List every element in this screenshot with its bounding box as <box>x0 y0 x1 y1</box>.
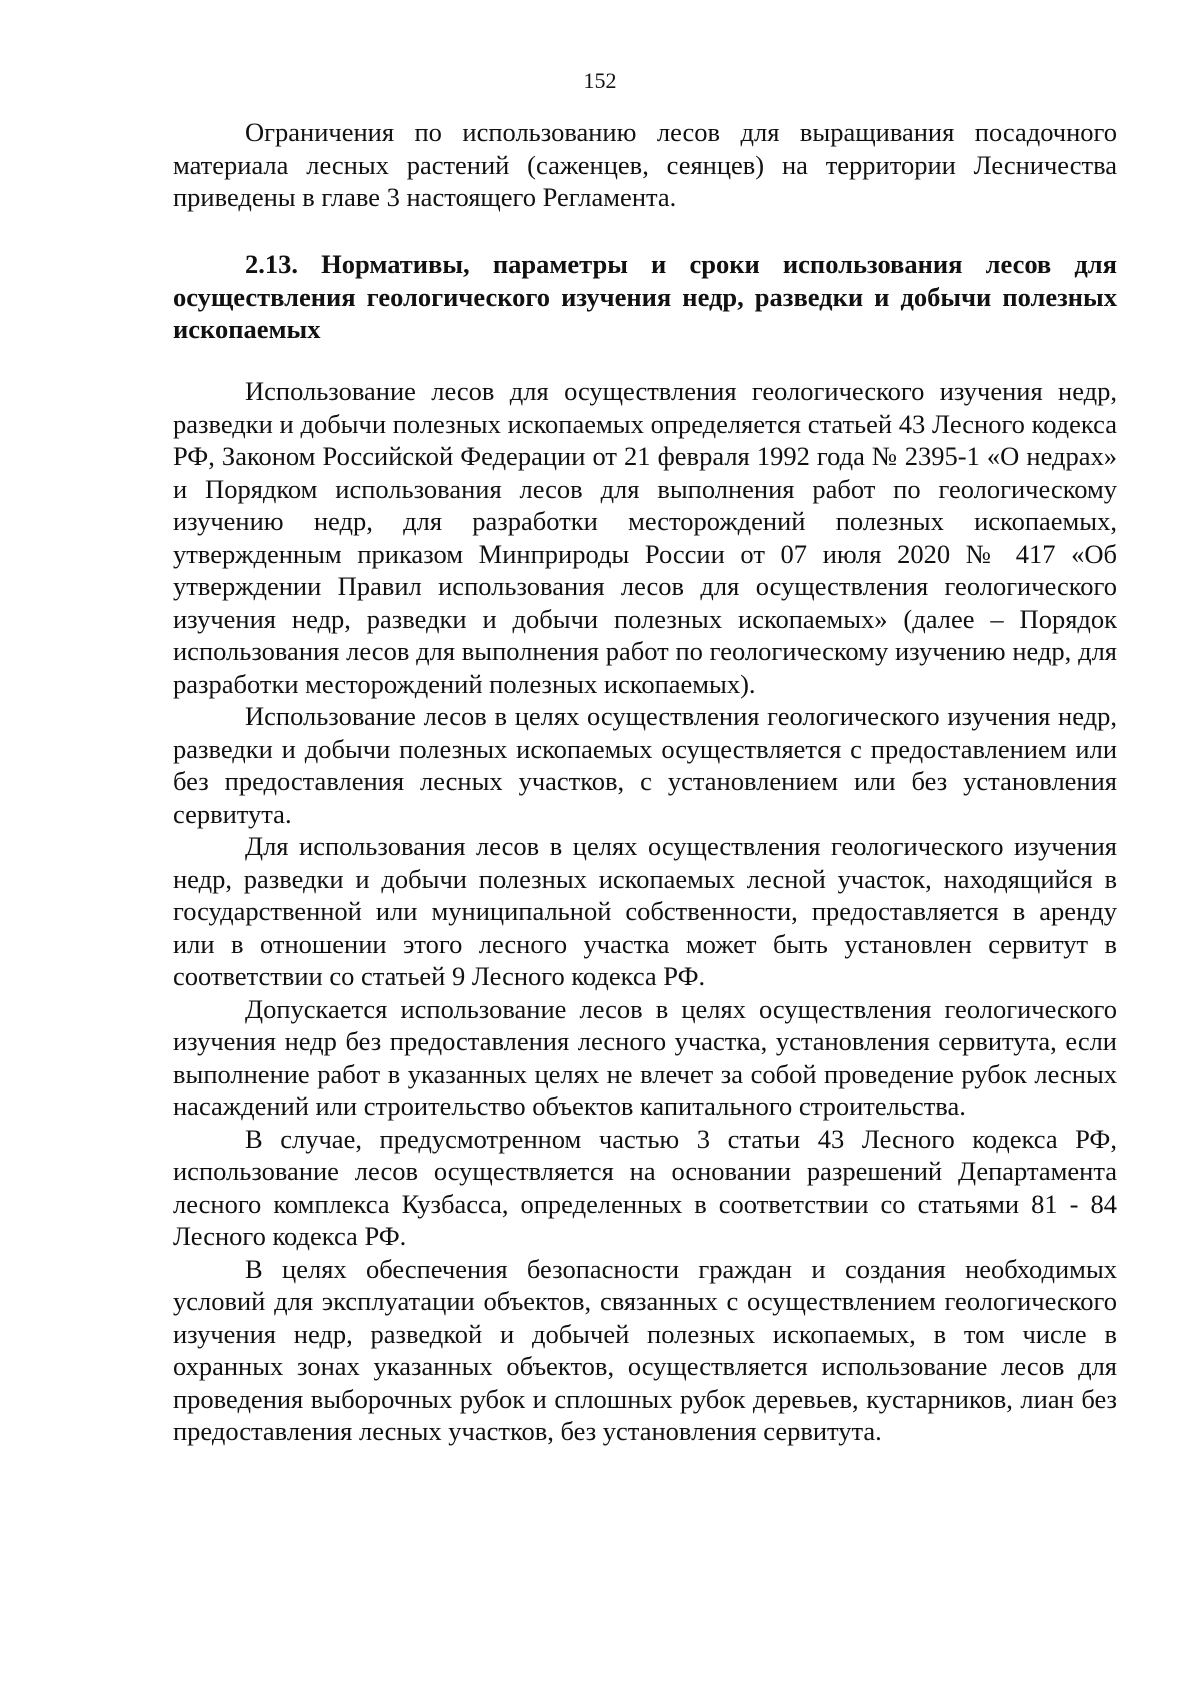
section-heading: 2.13. Нормативы, параметры и сроки использования лесов для осуществления геологического изучения недр, разведки и добычи полезных ископаемых <box>173 249 1117 344</box>
page-number: 152 <box>583 68 617 93</box>
intro-paragraph: Ограничения по использованию лесов для выращивания посадочного материала лесных растений (саженцев, сеянцев) на территории Лесничества приведены в главе 3 настоящего Регламента. <box>173 117 1117 212</box>
body-paragraph-4: Допускается использование лесов в целях осуществления геологического изучения недр без предоставления лесного участка, установления сервитута, если выполнение работ в указанных целях не влечет за собой проведение рубок лесных насаждений или строительство объектов капитального строительства. <box>173 993 1117 1121</box>
body-paragraph-5: В случае, предусмотренном частью 3 статьи 43 Лесного кодекса РФ, использование лесов осуществляется на основании разрешений Департамента лесного комплекса Кузбасса, определенных в соответствии со статьями 81 - 84 Лесного кодекса РФ. <box>173 1123 1117 1251</box>
body-paragraph-2: Использование лесов в целях осуществления геологического изучения недр, разведки и добычи полезных ископаемых осуществляется с предоставлением или без предоставления лесных участков, с установлением или без установления сервитута. <box>173 701 1117 829</box>
body-paragraph-3: Для использования лесов в целях осуществления геологического изучения недр, разведки и добычи полезных ископаемых лесной участок, находящийся в государственной или муниципальной собственности, предоставляется в аренду или в отношении этого лесного участка может быть установлен сервитут в соответствии со статьей 9 Лесного кодекса РФ. <box>173 831 1117 991</box>
body-paragraph-1: Использование лесов для осуществления геологического изучения недр, разведки и добычи полезных ископаемых определяется статьей 43 Лесного кодекса РФ, Законом Российской Федерации от 21 февраля 1992 года № 2395-1 «О недрах» и Порядком использования лесов для выполнения работ по геологическому изучению недр, для разработки месторождений полезных ископаемых, утвержденным приказом Минприроды России от 07 июля 2020 № 417 «Об утверждении Правил использования лесов для осуществления геологического изучения недр, разведки и добычи полезных ископаемых» (далее – Порядок использования лесов для выполнения работ по геологическому изучению недр, для разработки месторождений полезных ископаемых). <box>173 376 1117 699</box>
section-heading-block <box>173 248 1117 346</box>
section-body <box>173 375 1117 1448</box>
body-paragraph-6: В целях обеспечения безопасности граждан и создания необходимых условий для эксплуатации объектов, связанных с осуществлением геологического изучения недр, разведкой и добычей полезных ископаемых, в том числе в охранных зонах указанных объектов, осуществляется использование лесов для проведения выборочных рубок и сплошных рубок деревьев, кустарников, лиан без предоставления лесных участков, без установления сервитута. <box>173 1253 1117 1446</box>
intro-block <box>173 116 1117 214</box>
